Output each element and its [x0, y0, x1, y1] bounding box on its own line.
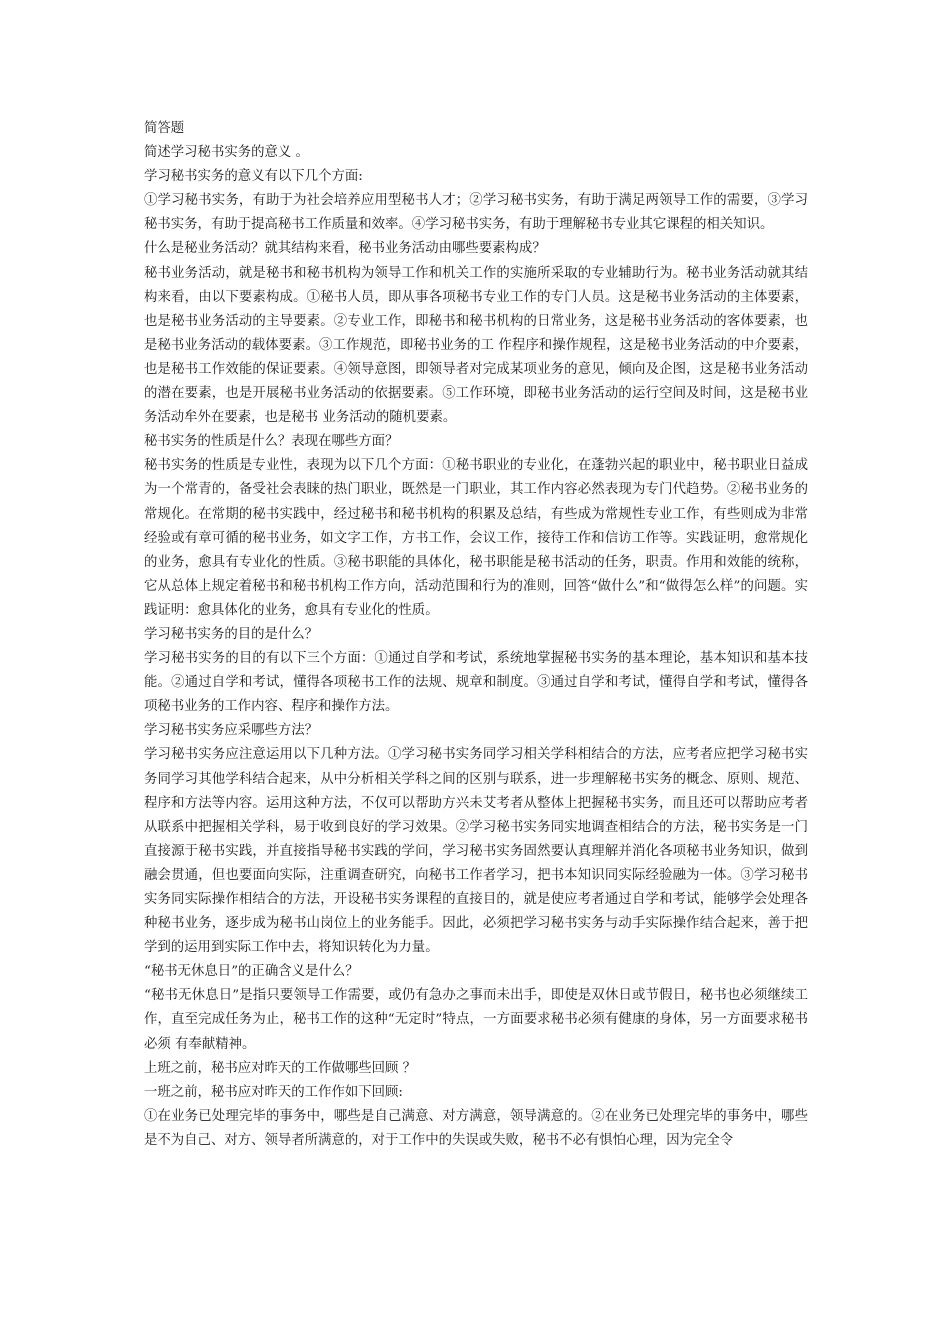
- qa-block-7: [144, 1057, 808, 1153]
- section-title: 简答题: [144, 121, 185, 136]
- question-text: 什么是秘业务活动？就其结构来看，秘书业务活动由哪些要素构成？: [144, 241, 546, 257]
- qa-block-5: [144, 719, 808, 960]
- answer-paragraph: ①学习秘书实务，有助于为社会培养应用型秘书人才；②学习秘书实务，有助于满足两领导工作的需要，③学习秘书实务，有助于提高秘书工作质量和效率。④学习秘书实务，有助于理解秘书专业其它课程的相关知识。: [144, 193, 808, 233]
- qa-block-4: [144, 623, 808, 719]
- answer-paragraph: 学习秘书实务应注意运用以下几种方法。①学习秘书实务同学习相关学科相结合的方法，应考者应把学习秘书实务同学习其他学科结合起来，从中分析相关学科之间的区别与联系，进一步理解秘书实务的概念、原则、规范、程序和方法等内容。运用这种方法，不仅可以帮助方兴未艾考者从整体上把握秘书实务，而且还可以帮助应考者从联系中把握相关学科，易于收到良好的学习效果。②学习秘书实务同实地调查相结合的方法，秘书实务是一门直接源于秘书实践，并直接指导秘书实践的学问，学习秘书实务固然要认真理解并消化各项秘书业务知识，做到融会贯通，但也要面向实际，注重调查研究，向秘书工作者学习，把书本知识同实际经验融为一体。③学习秘书实务同实际操作相结合的方法，开设秘书实务课程的直接目的，就是使应考者通过自学和考试，能够学会处理各种秘书业务，逐步成为秘书山岗位上的业务能手。因此，必须把学习秘书实务与动手实际操作结合起来，善于把学到的运用到实际工作中去，将知识转化为力量。: [144, 747, 808, 956]
- qa-block-2: [144, 237, 808, 430]
- question-text: “秘书无休息日”的正确含义是什么？: [144, 964, 359, 980]
- question-text: 学习秘书实务的目的是什么？: [144, 626, 319, 642]
- answer-paragraph: 学习秘书实务的目的有以下三个方面：①通过自学和考试，系统地掌握秘书实务的基本理论，基本知识和基本技能。②通过自学和考试，懂得各项秘书工作的法规、规章和制度。③通过自学和考试，懂得自学和考试，懂得各项秘书业务的工作内容、程序和操作方法。: [144, 651, 808, 715]
- document-page: [144, 117, 808, 1153]
- answer-paragraph: “秘书无休息日”是指只要领导工作需要，或仍有急办之事而未出手，即使是双休日或节假日，秘书也必须继续工作，直至完成任务为止，秘书工作的这种“无定时”特点，一方面要求秘书必须有健康的身体，另一方面要求秘书必须 有奉献精神。: [144, 988, 808, 1052]
- answer-paragraph: 一班之前，秘书应对昨天的工作作如下回顾:: [144, 1084, 403, 1100]
- question-text: 上班之前，秘书应对昨天的工作做哪些回顾 ？: [144, 1060, 417, 1076]
- question-text: 简述学习秘书实务的意义 。: [144, 145, 309, 161]
- question-text: 秘书实务的性质是什么？表现在哪些方面？: [144, 434, 399, 450]
- qa-block-3: [144, 430, 808, 623]
- answer-paragraph: 秘书实务的性质是专业性，表现为以下几个方面：①秘书职业的专业化，在蓬勃兴起的职业中，秘书职业日益成为一个常青的，备受社会表睐的热门职业，既然是一门职业，其工作内容必然表现为专门代趋势。②秘书业务的常规化。在常期的秘书实践中，经过秘书和秘书机构的积累及总结，有些成为常规性专业工作，有些则成为非常经验或有章可循的秘书业务，如文字工作，方书工作，会议工作，接待工作和信访工作等。实践证明，愈常规化的业务，愈具有专业化的性质。③秘书职能的具体化，秘书职能是秘书活动的任务，职责。作用和效能的统称，它从总体上规定着秘书和秘书机构工作方向，活动范围和行为的准则，回答“做什么”和“做得怎么样”的问题。实践证明：愈具体化的业务，愈具有专业化的性质。: [144, 458, 808, 618]
- answer-paragraph: 学习秘书实务的意义有以下几个方面:: [144, 169, 363, 185]
- question-text: 学习秘书实务应采哪些方法？: [144, 723, 319, 739]
- qa-block-6: [144, 960, 808, 1056]
- answer-paragraph: ①在业务已处理完毕的事务中，哪些是自己满意、对方满意，领导满意的。②在业务已处理完毕的事务中，哪些是不为自己、对方、领导者所满意的，对于工作中的失误或失败，秘书不必有惧怕心理，因为完全令: [144, 1108, 808, 1148]
- qa-block-1: [144, 141, 808, 237]
- answer-paragraph: 秘书业务活动，就是秘书和秘书机构为领导工作和机关工作的实施所采取的专业辅助行为。秘书业务活动就其结构来看，由以下要素构成。①秘书人员，即从事各项秘书专业工作的专门人员。这是秘书业务活动的主体要素，也是秘书业务活动的主导要素。②专业工作，即秘书和秘书机构的日常业务，这是秘书业务活动的客体要素，也是秘书业务活动的载体要素。③工作规范，即秘书业务的工 作程序和操作规程，这是秘书业务活动的中介要素，也是秘书工作效能的保证要素。④领导意图，即领导者对完成某项业务的意见，倾向及企图，这是秘书业务活动的潜在要素，也是开展秘书业务活动的依据要素。⑤工作环境，即秘书业务活动的运行空间及时间，这是秘书业务活动牟外在要素，也是秘书 业务活动的随机要素。: [144, 265, 808, 426]
